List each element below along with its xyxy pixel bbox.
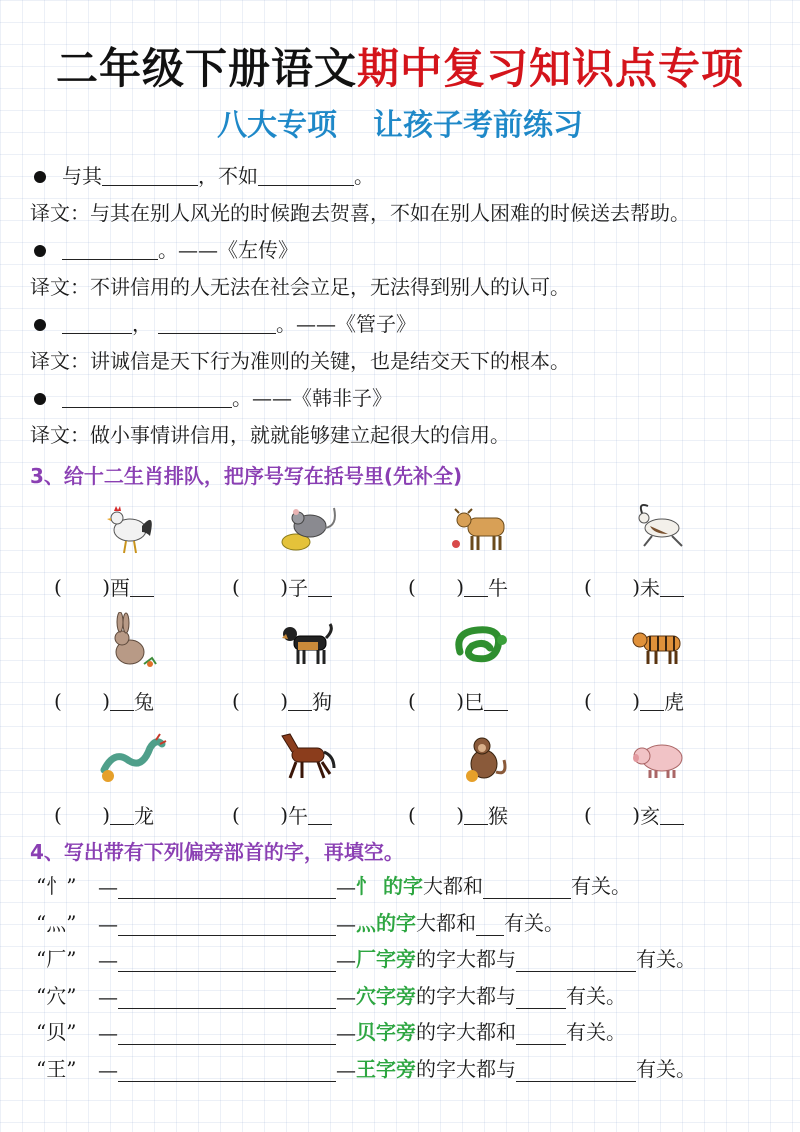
dash: — — [336, 911, 356, 936]
zodiac-item — [54, 800, 154, 829]
paren-open: ( — [584, 802, 592, 827]
tiger-icon — [620, 612, 700, 674]
meaning-blank[interactable] — [516, 1022, 566, 1045]
characters-blank[interactable] — [118, 876, 336, 899]
radical-highlight: 忄 的字 — [356, 874, 423, 898]
paren-close: ) — [456, 802, 464, 827]
meaning-blank[interactable] — [483, 876, 571, 899]
bullet-icon — [34, 171, 46, 183]
dash: — — [336, 984, 356, 1009]
radical-label: “穴” — [36, 983, 77, 1008]
radical-end-text: 有关。 — [504, 910, 564, 935]
radical-label: “王” — [36, 1056, 77, 1081]
radical-end-text: 有关。 — [570, 874, 631, 898]
zodiac-char: 午 — [288, 804, 308, 828]
fill-blank[interactable] — [158, 313, 276, 334]
paren-close: ) — [102, 574, 110, 599]
paren-close: ) — [280, 574, 288, 599]
paren-close: ) — [456, 574, 464, 599]
fill-blank[interactable] — [130, 576, 154, 597]
dash: — — [98, 875, 118, 899]
fill-blank[interactable] — [288, 690, 312, 711]
paren-open: ( — [54, 802, 62, 827]
horse-icon — [268, 726, 348, 788]
section-3-heading: 3、给十二生肖排队，把序号写在括号里(先补全) — [30, 464, 463, 488]
zodiac-char: 兔 — [134, 690, 154, 714]
fill-blank[interactable] — [464, 804, 488, 825]
order-answer-box[interactable] — [408, 803, 464, 827]
page-title — [0, 36, 800, 96]
dragon-icon — [90, 726, 170, 788]
characters-blank[interactable] — [118, 1059, 336, 1082]
subtitle-left: 八大专项 — [217, 108, 337, 143]
paren-open: ( — [54, 574, 62, 599]
fill-blank[interactable] — [62, 313, 132, 334]
paren-close: ) — [632, 574, 640, 599]
paren-close: ) — [456, 688, 464, 713]
subtitle-right: 让孩子考前练习 — [373, 108, 583, 143]
fill-blank[interactable] — [660, 804, 684, 825]
zodiac-char: 猴 — [488, 804, 508, 828]
dash: — — [98, 911, 118, 936]
order-answer-box[interactable] — [232, 575, 288, 599]
radical-highlight: 厂字旁 — [356, 947, 416, 971]
zodiac-item — [232, 686, 332, 715]
meaning-blank[interactable] — [516, 949, 636, 972]
radical-row — [36, 980, 626, 1009]
dash: — — [98, 1021, 118, 1045]
paren-open: ( — [232, 574, 240, 599]
zodiac-item — [584, 572, 684, 601]
bullet-icon — [34, 245, 46, 257]
zodiac-char: 狗 — [312, 690, 332, 714]
zodiac-item — [54, 572, 154, 601]
rooster-icon — [90, 496, 170, 558]
paren-close: ) — [280, 688, 288, 713]
fill-blank[interactable] — [102, 165, 198, 186]
order-answer-box[interactable] — [232, 803, 288, 827]
radical-end-text: 有关。 — [566, 983, 626, 1008]
radical-end-text: 有关。 — [566, 1020, 626, 1044]
fill-blank[interactable] — [110, 690, 134, 711]
translation-4: 译文：做小事情讲信用，就就能够建立起很大的信用。 — [30, 423, 510, 447]
translation-3: 译文：讲诚信是天下行为准则的关键，也是结交天下的根本。 — [30, 349, 570, 373]
zodiac-char: 子 — [288, 576, 308, 600]
order-answer-box[interactable] — [584, 803, 640, 827]
order-answer-box[interactable] — [408, 689, 464, 713]
radical-row — [36, 1053, 696, 1082]
fill-blank[interactable] — [640, 690, 664, 711]
fill-blank[interactable] — [110, 804, 134, 825]
monkey-icon — [444, 726, 524, 788]
fill-blank[interactable] — [62, 239, 158, 260]
translation-1: 译文：与其在别人风光的时候跑去贺喜，不如在别人困难的时候送去帮助。 — [30, 201, 690, 225]
radical-label: “厂” — [36, 947, 77, 971]
paren-open: ( — [232, 688, 240, 713]
paren-open: ( — [408, 802, 416, 827]
order-answer-box[interactable] — [232, 689, 288, 713]
characters-blank[interactable] — [118, 913, 336, 936]
zodiac-item — [408, 800, 508, 829]
dash: — — [336, 948, 356, 972]
order-answer-box[interactable] — [584, 575, 640, 599]
radical-end-text: 有关。 — [636, 1056, 696, 1081]
paren-open: ( — [584, 688, 592, 713]
page-subtitle — [0, 100, 800, 144]
dog-icon — [268, 612, 348, 674]
zodiac-char: 牛 — [488, 576, 508, 600]
meaning-blank[interactable] — [516, 986, 566, 1009]
fill-blank[interactable] — [464, 576, 488, 597]
zodiac-item — [232, 572, 332, 601]
radical-row — [36, 907, 564, 936]
zodiac-char: 未 — [640, 576, 660, 600]
zodiac-char: 亥 — [640, 804, 660, 828]
radical-mid-text: 的字大都与 — [416, 947, 516, 971]
paren-close: ) — [280, 802, 288, 827]
paren-open: ( — [584, 574, 592, 599]
fill-blank[interactable] — [258, 165, 354, 186]
idiom-line-1: 与其 ，不如 。 — [30, 160, 374, 189]
idiom-line-4: 。——《韩非子》 — [30, 382, 392, 411]
radical-highlight: 穴字旁 — [356, 983, 416, 1008]
radical-highlight: 贝字旁 — [356, 1020, 416, 1044]
zodiac-char: 巳 — [464, 690, 484, 714]
radical-end-text: 有关。 — [636, 947, 696, 971]
radical-label: “忄” — [36, 874, 77, 898]
title-part-red: 期中复习知识点专项 — [357, 44, 745, 93]
radical-mid-text: 的字大都与 — [416, 1056, 516, 1081]
dash: — — [336, 1057, 356, 1082]
fill-blank[interactable] — [62, 387, 232, 408]
radical-row — [36, 870, 631, 899]
radical-mid-text: 的字大都和 — [416, 1020, 516, 1044]
rat-icon — [268, 496, 348, 558]
dash: — — [98, 984, 118, 1009]
zodiac-char: 龙 — [134, 804, 154, 828]
ox-icon — [444, 496, 524, 558]
radical-mid-text: 大都和 — [422, 874, 483, 898]
snake-icon — [444, 612, 524, 674]
bullet-icon — [34, 393, 46, 405]
radical-row — [36, 943, 696, 972]
paren-close: ) — [102, 688, 110, 713]
radical-mid-text: 的字大都与 — [416, 983, 516, 1008]
dash: — — [336, 1021, 356, 1045]
order-answer-box[interactable] — [408, 575, 464, 599]
idiom-line-2: 。——《左传》 — [30, 234, 298, 263]
characters-blank[interactable] — [118, 949, 336, 972]
fill-blank[interactable] — [660, 576, 684, 597]
translation-2: 译文：不讲信用的人无法在社会立足，无法得到别人的认可。 — [30, 275, 570, 299]
zodiac-item — [408, 686, 508, 715]
dash: — — [98, 1057, 118, 1082]
idiom-line-3: ， 。——《管子》 — [30, 308, 416, 337]
characters-blank[interactable] — [118, 1022, 336, 1045]
order-answer-box[interactable] — [54, 575, 110, 599]
meaning-blank[interactable] — [516, 1059, 636, 1082]
paren-close: ) — [632, 688, 640, 713]
fill-blank[interactable] — [308, 804, 332, 825]
goat-icon — [620, 496, 700, 558]
zodiac-char: 虎 — [664, 690, 684, 714]
pig-icon — [620, 726, 700, 788]
radical-row — [36, 1016, 626, 1045]
bullet-icon — [34, 319, 46, 331]
paren-open: ( — [54, 688, 62, 713]
rabbit-icon — [90, 612, 170, 674]
zodiac-item — [584, 686, 684, 715]
radical-mid-text: 大都和 — [416, 910, 476, 935]
dash: — — [98, 948, 118, 972]
paren-open: ( — [408, 688, 416, 713]
radical-label: “贝” — [36, 1020, 77, 1044]
title-part-black: 二年级下册语文 — [55, 44, 357, 93]
zodiac-item — [408, 572, 508, 601]
radical-highlight: 灬的字 — [356, 910, 416, 935]
zodiac-char: 酉 — [110, 576, 130, 600]
order-answer-box[interactable] — [584, 689, 640, 713]
zodiac-item — [584, 800, 684, 829]
order-answer-box[interactable] — [54, 689, 110, 713]
paren-close: ) — [632, 802, 640, 827]
characters-blank[interactable] — [118, 986, 336, 1009]
radical-highlight: 王字旁 — [356, 1056, 416, 1081]
fill-blank[interactable] — [484, 690, 508, 711]
paren-open: ( — [408, 574, 416, 599]
zodiac-item — [54, 686, 154, 715]
order-answer-box[interactable] — [54, 803, 110, 827]
zodiac-item — [232, 800, 332, 829]
meaning-blank[interactable] — [476, 913, 504, 936]
dash: — — [336, 875, 356, 899]
section-4-heading: 4、写出带有下列偏旁部首的字，再填空。 — [30, 840, 404, 864]
paren-close: ) — [102, 802, 110, 827]
fill-blank[interactable] — [308, 576, 332, 597]
paren-open: ( — [232, 802, 240, 827]
radical-label: “灬” — [36, 910, 77, 935]
